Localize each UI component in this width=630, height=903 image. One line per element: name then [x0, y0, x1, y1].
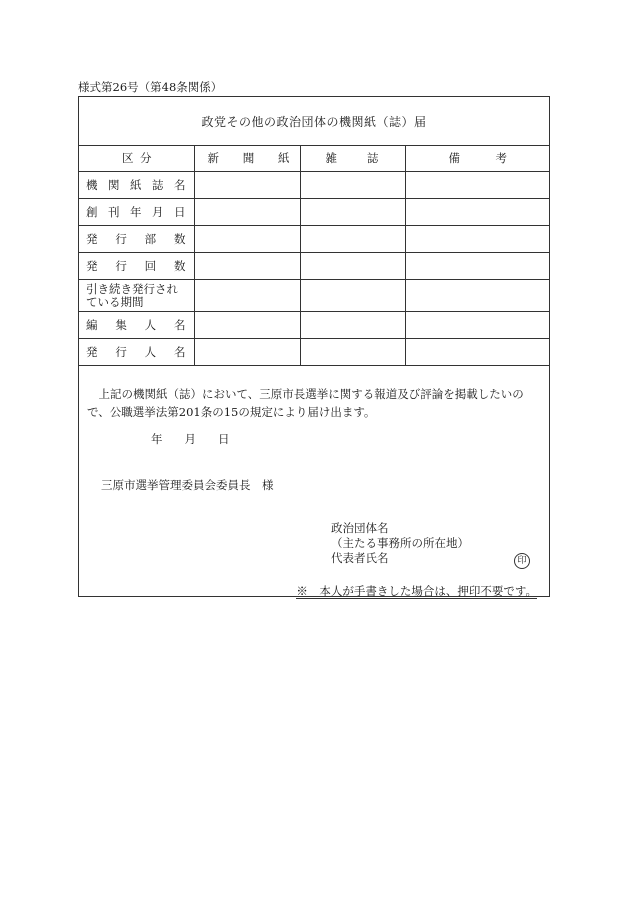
form-frame — [78, 96, 550, 597]
row-label-first-issue-date: 創 刊 年 月 日 — [79, 199, 194, 226]
newspaper-cell[interactable] — [194, 312, 300, 339]
row-label-issue-frequency: 発 行 回 数 — [79, 253, 194, 280]
date-month-label: 月 — [184, 432, 196, 446]
table-row — [79, 199, 549, 226]
table-row — [79, 312, 549, 339]
seal-note: ※ 本人が手書きした場合は、押印不要です。 — [296, 584, 537, 598]
remarks-cell[interactable] — [405, 172, 549, 199]
header-category: 区 分 — [79, 145, 194, 172]
row-label-publisher-name: 発 行 人 名 — [79, 339, 194, 366]
date-year-label: 年 — [151, 432, 163, 446]
row-label-editor-name: 編 集 人 名 — [79, 312, 194, 339]
header-newspaper: 新 聞 紙 — [194, 145, 300, 172]
row-label-publication-name: 機 関 紙 誌 名 — [79, 172, 194, 199]
date-day-label: 日 — [218, 432, 230, 446]
row-label-circulation: 発 行 部 数 — [79, 226, 194, 253]
signer-block — [331, 521, 469, 566]
row-label-publishing-period: 引き続き発行され ている期間 — [79, 280, 194, 312]
table-row — [79, 339, 549, 366]
form-number: 様式第26号（第48条関係） — [78, 80, 223, 94]
magazine-cell[interactable] — [300, 226, 405, 253]
newspaper-cell[interactable] — [194, 280, 300, 312]
magazine-cell[interactable] — [300, 253, 405, 280]
table-row — [79, 280, 549, 312]
newspaper-cell[interactable] — [194, 339, 300, 366]
magazine-cell[interactable] — [300, 199, 405, 226]
header-remarks: 備 考 — [405, 145, 549, 172]
header-magazine: 雑 誌 — [300, 145, 405, 172]
table-row — [79, 172, 549, 199]
remarks-cell[interactable] — [405, 199, 549, 226]
remarks-cell[interactable] — [405, 312, 549, 339]
table-row — [79, 226, 549, 253]
remarks-cell[interactable] — [405, 226, 549, 253]
date-line — [151, 431, 230, 447]
magazine-cell[interactable] — [300, 280, 405, 312]
registration-table — [79, 145, 549, 366]
table-row — [79, 253, 549, 280]
remarks-cell[interactable] — [405, 253, 549, 280]
newspaper-cell[interactable] — [194, 226, 300, 253]
newspaper-cell[interactable] — [194, 199, 300, 226]
table-header-row — [79, 145, 549, 172]
remarks-cell[interactable] — [405, 280, 549, 312]
representative-label: 代表者氏名 — [331, 551, 389, 565]
magazine-cell[interactable] — [300, 312, 405, 339]
org-name-label: 政治団体名 — [331, 521, 389, 535]
seal-icon: 印 — [514, 553, 530, 569]
form-title: 政党その他の政治団体の機関紙（誌）届 — [79, 97, 549, 146]
newspaper-cell[interactable] — [194, 253, 300, 280]
magazine-cell[interactable] — [300, 339, 405, 366]
office-location-label: （主たる事務所の所在地） — [331, 536, 469, 550]
magazine-cell[interactable] — [300, 172, 405, 199]
newspaper-cell[interactable] — [194, 172, 300, 199]
addressee: 三原市選挙管理委員会委員長 様 — [101, 478, 274, 492]
remarks-cell[interactable] — [405, 339, 549, 366]
declaration-statement: 上記の機関紙（誌）において、三原市長選挙に関する報道及び評論を掲載したいので、公職選挙法第201条の15の規定により届け出ます。 — [87, 387, 524, 419]
